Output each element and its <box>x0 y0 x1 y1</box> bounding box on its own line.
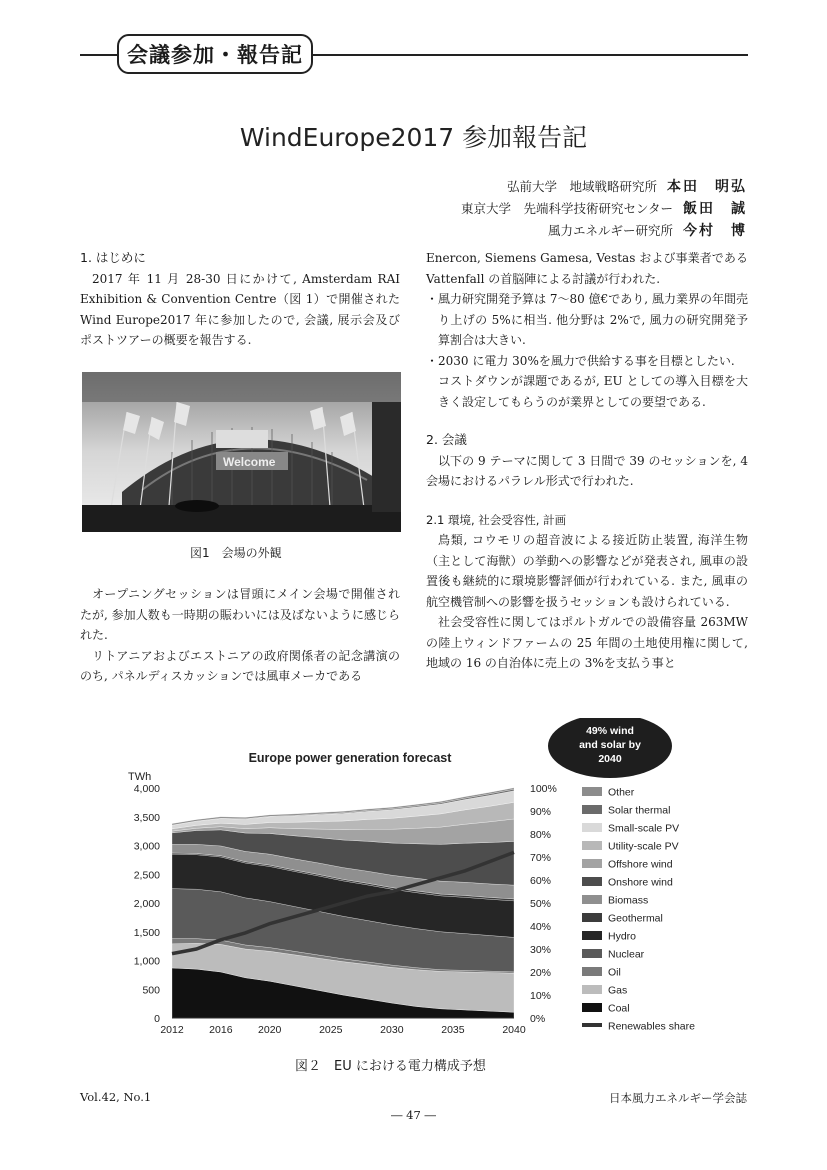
callout-line: and solar by <box>579 739 641 751</box>
author-name: 本田 明弘 <box>667 179 747 195</box>
y2-tick-label: 20% <box>530 967 552 979</box>
bullet-item: ・風力研究開発予算は 7～80 億€であり, 風力業界の年間売り上げの 5%に相当. 他分野は 2%で, 風力の研究開発予算割合は大きい. <box>426 292 748 347</box>
legend-label: Geothermal <box>608 912 663 925</box>
legend-swatch <box>582 787 602 796</box>
chart-title: Europe power generation forecast <box>248 751 452 765</box>
left-column-top <box>80 248 400 351</box>
x-tick-label: 2040 <box>502 1024 526 1036</box>
author-line <box>461 176 747 198</box>
chart-plot-area <box>134 783 557 1036</box>
section-heading-conference: 2. 会議 <box>426 432 467 447</box>
subsection-heading-environment: 2.1 環境, 社会受容性, 計画 <box>426 512 567 527</box>
y-tick-label: 0 <box>154 1013 160 1025</box>
author-name: 飯田 誠 <box>683 201 747 217</box>
author-list <box>461 176 747 242</box>
legend-swatch <box>582 1023 602 1027</box>
legend-swatch <box>582 859 602 868</box>
y-tick-label: 1,500 <box>133 926 160 939</box>
x-tick-label: 2012 <box>160 1024 184 1036</box>
legend-label: Nuclear <box>608 948 645 961</box>
callout-line: 2040 <box>598 753 622 765</box>
bullet-continuation: コストダウンが課題であるが, EU としての導入目標を大きく設定してもらうのが業界としての要望である. <box>438 374 748 409</box>
y2-tick-label: 70% <box>530 852 552 864</box>
page-title: WindEurope2017 参加報告記 <box>239 123 588 152</box>
legend-label: Gas <box>608 984 628 997</box>
legend-swatch <box>582 877 602 886</box>
venue-photo <box>82 372 401 532</box>
footer-page-number: ― 47 ― <box>391 1108 436 1122</box>
legend-swatch <box>582 805 602 814</box>
legend-swatch <box>582 823 602 832</box>
y-tick-label: 1,000 <box>133 955 160 968</box>
y2-tick-label: 100% <box>530 783 557 795</box>
author-line <box>461 198 747 220</box>
y-tick-label: 2,000 <box>133 898 160 910</box>
y-tick-label: 3,000 <box>133 840 160 853</box>
y2-tick-label: 30% <box>530 944 552 956</box>
author-line <box>461 220 747 242</box>
paragraph: Enercon, Siemens Gamesa, Vestas および事業者である Vattenfall の首脳陣による討議が行われた. <box>426 251 748 286</box>
author-affiliation: 風力エネルギー研究所 <box>547 223 673 238</box>
legend-label: Utility-scale PV <box>608 840 679 853</box>
paragraph: オープニングセッションは冒頭にメイン会場で開催されたが, 参加人数も一時期の賑わいには及ばないように感じられた. <box>80 587 400 642</box>
author-name: 今村 博 <box>683 223 747 239</box>
author-affiliation: 弘前大学 地域戦略研究所 <box>506 179 657 194</box>
legend-swatch <box>582 985 602 994</box>
legend-swatch <box>582 841 602 850</box>
section-heading-intro: 1. はじめに <box>80 250 146 265</box>
y-tick-label: 500 <box>142 984 160 997</box>
y-tick-label: 3,500 <box>133 811 160 824</box>
legend-swatch <box>582 967 602 976</box>
header-rule-right <box>312 54 748 56</box>
legend-label: Renewables share <box>608 1020 695 1033</box>
y-tick-label: 4,000 <box>133 783 160 795</box>
figure-2-caption: 図２ EU における電力構成予想 <box>295 1059 486 1074</box>
legend-label: Hydro <box>608 930 637 943</box>
author-affiliation: 東京大学 先端科学技術研究センター <box>460 201 673 216</box>
y-tick-label: 2,500 <box>133 869 160 882</box>
footer-volume: Vol.42, No.1 <box>80 1090 152 1104</box>
x-tick-label: 2025 <box>319 1024 343 1036</box>
legend-label: Offshore wind <box>608 858 673 871</box>
y-axis-label: TWh <box>128 771 152 783</box>
paragraph: リトアニアおよびエストニアの政府関係者の記念講演ののち, パネルディスカッションでは風車メーカである <box>80 648 400 683</box>
legend-label: Onshore wind <box>608 876 673 889</box>
venue-photo-graphic <box>82 372 401 532</box>
header-rule-left <box>80 54 118 56</box>
x-tick-label: 2020 <box>258 1024 282 1036</box>
paragraph: 2017 年 11 月 28-30 日にかけて, Amsterdam RAI Exhibition & Convention Centre（図 1）で開催された Wind Europe2017 年に参加したので, 会議, 展示会及びポストツアーの概要を報告する. <box>80 271 400 347</box>
y2-tick-label: 80% <box>530 829 552 841</box>
bullet-item: ・2030 に電力 30%を風力で供給する事を目標としたい. <box>426 353 735 368</box>
legend-swatch <box>582 913 602 922</box>
legend-swatch <box>582 931 602 940</box>
x-tick-label: 2030 <box>380 1024 404 1036</box>
paragraph: 社会受容性に関してはポルトガルでの設備容量 263MW の陸上ウィンドファームの 25 年間の土地使用権に関して, 地域の 16 の自治体に売上の 3%を支払う事と <box>426 615 748 670</box>
y2-tick-label: 60% <box>530 875 552 887</box>
figure-1-caption: 図1 会場の外観 <box>190 546 282 560</box>
y2-tick-label: 90% <box>530 806 552 818</box>
footer-journal: 日本風力エネルギー学会誌 <box>609 1091 747 1105</box>
power-forecast-chart <box>80 718 750 1053</box>
legend-label: Small-scale PV <box>608 822 680 835</box>
y2-tick-label: 50% <box>530 898 552 910</box>
left-column-bottom <box>80 584 400 687</box>
legend-label: Other <box>608 786 635 799</box>
paragraph: 鳥類, コウモリの超音波による接近防止装置, 海洋生物（主として海獣）の挙動への影響などが発表され, 風車の設置後も継続的に環境影響評価が行われている. また, 風車の航空機管制への影響を扱うセッションも設けられている. <box>426 533 748 609</box>
y2-tick-label: 0% <box>530 1013 546 1025</box>
legend-label: Coal <box>608 1002 630 1015</box>
y2-tick-label: 40% <box>530 921 552 933</box>
legend-label: Solar thermal <box>608 804 671 817</box>
y2-tick-label: 10% <box>530 990 552 1002</box>
legend-swatch <box>582 1003 602 1012</box>
legend-label: Biomass <box>608 894 649 907</box>
legend-swatch <box>582 949 602 958</box>
x-tick-label: 2016 <box>209 1024 233 1036</box>
chart-callout <box>548 718 672 778</box>
legend-swatch <box>582 895 602 904</box>
chart-legend <box>582 787 695 1033</box>
legend-label: Oil <box>608 966 621 979</box>
right-column <box>426 248 748 674</box>
section-tag: 会議参加・報告記 <box>117 34 313 74</box>
x-tick-label: 2035 <box>441 1024 465 1036</box>
paragraph: 以下の 9 テーマに関して 3 日間で 39 のセッションを, 4会場におけるパラレル形式で行われた. <box>426 453 748 488</box>
welcome-sign: Welcome <box>223 455 276 469</box>
callout-line: 49% wind <box>586 725 634 737</box>
